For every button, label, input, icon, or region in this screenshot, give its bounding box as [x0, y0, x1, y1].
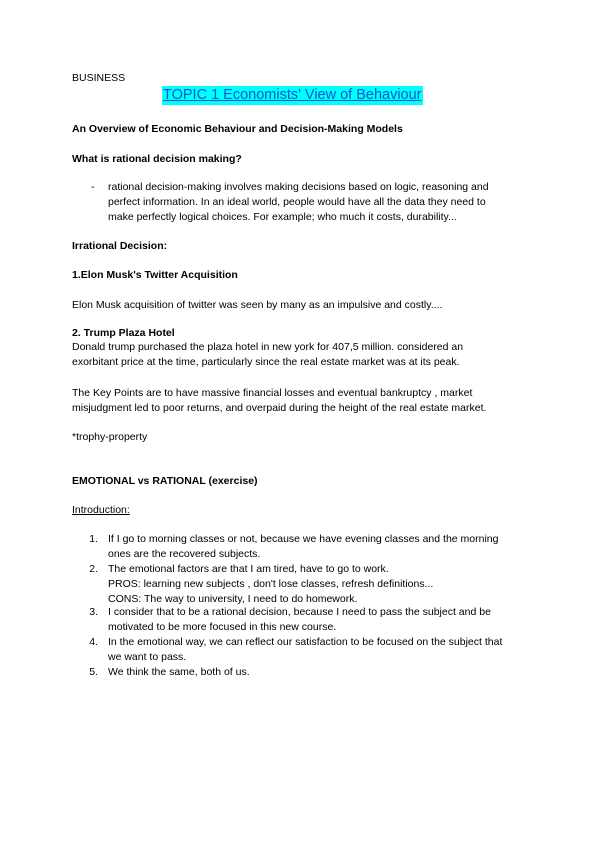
- list-item-line: CONS: The way to university, I need to do homework.: [108, 593, 358, 605]
- list-number: 4.: [89, 636, 98, 648]
- example2-heading: 2. Trump Plaza Hotel: [72, 327, 175, 339]
- list-item-line: In the emotional way, we can reflect our satisfaction to be focused on the subject that: [108, 636, 503, 648]
- list-number: 2.: [89, 563, 98, 575]
- trophy-property-note: *trophy-property: [72, 431, 148, 443]
- list-item-line: ones are the recovered subjects.: [108, 548, 261, 560]
- list-number: 1.: [89, 533, 98, 545]
- list-item-line: we want to pass.: [108, 651, 187, 663]
- list-item-line: If I go to morning classes or not, because we have evening classes and the morning: [108, 533, 499, 545]
- subject-label: BUSINESS: [72, 72, 126, 84]
- key-points-line: misjudgment led to poor returns, and overpaid during the height of the real estate market.: [72, 402, 487, 414]
- irrational-heading: Irrational Decision:: [72, 240, 168, 252]
- example2-line: Donald trump purchased the plaza hotel in new york for 407,5 million. considered an: [72, 341, 464, 353]
- list-item-line: PROS: learning new subjects , don't lose classes, refresh definitions...: [108, 578, 434, 590]
- example2-line: exorbitant price at the time, particularly since the real estate market was at its peak.: [72, 356, 460, 368]
- list-number: 5.: [89, 666, 98, 678]
- key-points-line: The Key Points are to have massive financial losses and eventual bankruptcy , market: [72, 387, 473, 399]
- list-item-line: We think the same, both of us.: [108, 666, 250, 678]
- rational-bullet-line: perfect information. In an ideal world, people would have all the data they need to: [108, 196, 486, 208]
- topic-title-highlight: [162, 86, 423, 105]
- list-item-line: The emotional factors are that I am tired, have to go to work.: [108, 563, 389, 575]
- bullet-marker: -: [91, 181, 95, 193]
- example1-heading: 1.Elon Musk's Twitter Acquisition: [72, 269, 238, 281]
- list-item-line: motivated to be more focused in this new course.: [108, 621, 337, 633]
- list-number: 3.: [89, 606, 98, 618]
- rational-bullet-line: make perfectly logical choices. For example; who much it costs, durability...: [108, 211, 457, 223]
- topic-title: TOPIC 1 Economists' View of Behaviour: [163, 87, 422, 103]
- rational-question-heading: What is rational decision making?: [72, 153, 242, 165]
- rational-bullet-line: rational decision-making involves making decisions based on logic, reasoning and: [108, 181, 489, 193]
- introduction-label: Introduction:: [72, 504, 130, 516]
- example1-text: Elon Musk acquisition of twitter was seen by many as an impulsive and costly....: [72, 299, 443, 311]
- exercise-heading: EMOTIONAL vs RATIONAL (exercise): [72, 475, 258, 487]
- list-item-line: I consider that to be a rational decision, because I need to pass the subject and be: [108, 606, 491, 618]
- overview-heading: An Overview of Economic Behaviour and Decision-Making Models: [72, 123, 403, 135]
